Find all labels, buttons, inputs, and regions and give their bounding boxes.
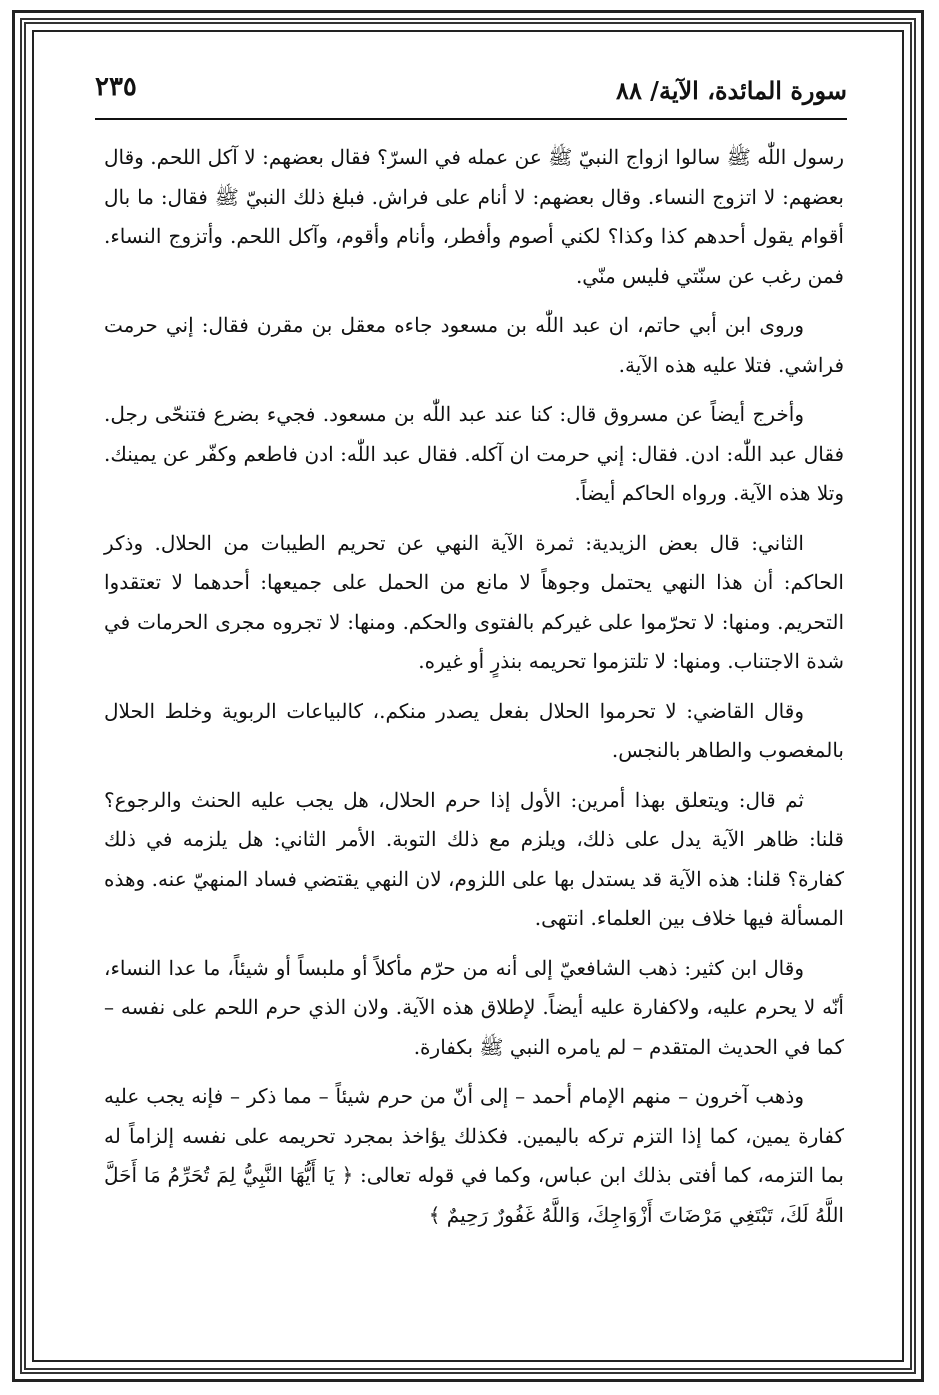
page-number: ٢٣٥ xyxy=(95,72,137,102)
paragraph: وذهب آخرون – منهم الإمام أحمد – إلى أنّ من حرم شيئاً – مما ذكر – فإنه يجب عليه كفارة يمين، كما إذا التزم تركه باليمين. فكذلك يؤاخذ بمجرد تحريمه على نفسه إلزاماً له بما التزمه، كما أفتى بذلك ابن عباس، وكما في قوله تعالى: ﴿ يَا أَيُّهَا النَّبِيُّ لِمَ تُحَرِّمُ مَا أَحَلَّ اللَّهُ لَكَ، تَبْتَغِي مَرْضَاتَ أَزْوَاجِكَ، وَاللَّهُ غَفُورٌ رَحِيمٌ ﴾ xyxy=(104,1084,844,1227)
paragraph: وروى ابن أبي حاتم، ان عبد اللّٰه بن مسعود جاءه معقل بن مقرن فقال: إني حرمت فراشي. فتلا عليه هذه الآية. xyxy=(104,313,844,377)
paragraph: الثاني: قال بعض الزيدية: ثمرة الآية النهي عن تحريم الطيبات من الحلال. وذكر الحاكم: أن هذا النهي يحتمل وجوهاً لا مانع من الحمل على جميعها: أحدهما لا تعتقدوا التحريم. ومنها: لا تحرّموا على غيركم بالفتوى والحكم. ومنها: لا تجروه مجرى الحرمات في شدة الاجتناب. ومنها: لا تلتزموا تحريمه بنذرٍ أو غيره. xyxy=(104,530,844,673)
page-header xyxy=(95,68,847,112)
header-rule xyxy=(95,118,847,120)
running-title: سورة المائدة، الآية/ ٨٨ xyxy=(616,76,847,105)
paragraph: وقال ابن كثير: ذهب الشافعيّ إلى أنه من حرّم مأكلاً أو ملبساً أو شيئاً، ما عدا النساء، أنّه لا يحرم عليه، ولاكفارة عليه أيضاً. لإطلاق هذه الآية. ولان الذي حرم اللحم على نفسه – كما في الحديث المتقدم – لم يامره النبي ﷺ بكفارة. xyxy=(104,955,844,1059)
paragraph: وقال القاضي: لا تحرموا الحلال بفعل يصدر منكم.، كالبياعات الربوية وخلط الحلال بالمغصوب والطاهر بالنجس. xyxy=(104,698,844,762)
paragraph: ثم قال: ويتعلق بهذا أمرين: الأول إذا حرم الحلال، هل يجب عليه الحنث والرجوع؟ قلنا: ظاهر الآية يدل على ذلك، ويلزم مع ذلك التوبة. الأمر الثاني: هل يلزمه في ذلك كفارة؟ قلنا: هذه الآية قد يستدل بها على اللزوم، لان النهي يقتضي فساد المنهيّ عنه. وهذه المسألة فيها خلاف بين العلماء. انتهى. xyxy=(104,787,844,930)
paragraph: وأخرج أيضاً عن مسروق قال: كنا عند عبد اللّٰه بن مسعود. فجيء بضرع فتنحّى رجل. فقال عبد اللّٰه: ادن. فقال: إني حرمت ان آكله. فقال عبد اللّٰه: ادن فاطعم وكفّر عن يمينك. وتلا هذه الآية. ورواه الحاكم أيضاً. xyxy=(104,402,844,505)
body-text xyxy=(104,138,844,1245)
paragraph: رسول اللّٰه ﷺ سالوا ازواج النبيّ ﷺ عن عمله في السرّ؟ فقال بعضهم: لا آكل اللحم. وقال بعضهم: لا اتزوج النساء. وقال بعضهم: لا أنام على فراش. فبلغ ذلك النبيّ ﷺ فقال: ما بال أقوام يقول أحدهم كذا وكذا؟ لكني أصوم وأفطر، وأنام وأقوم، وآكل اللحم. وأتزوج النساء. فمن رغب عن سنّتي فليس منّي. xyxy=(104,145,844,288)
